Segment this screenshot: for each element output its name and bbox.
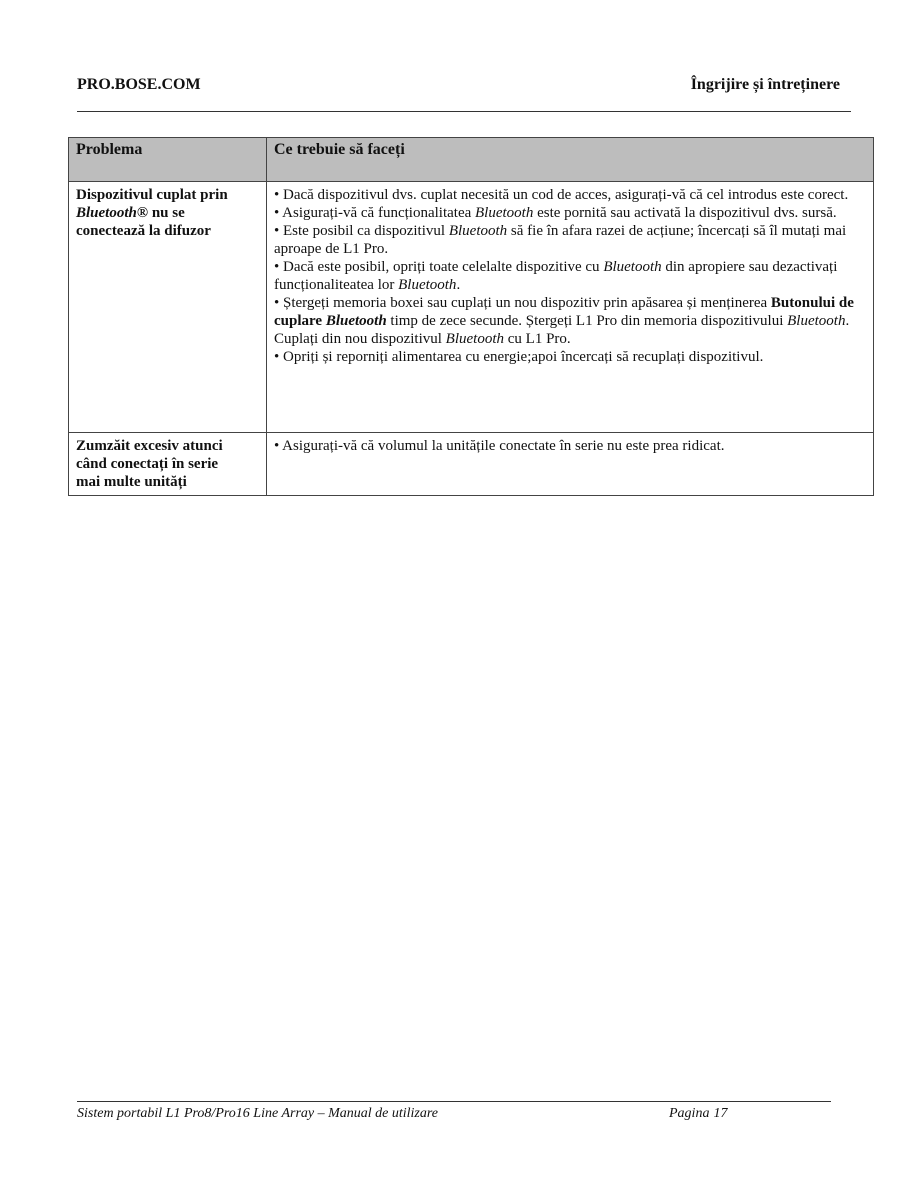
- column-header-solution: Ce trebuie să faceți: [267, 138, 874, 182]
- column-header-problem: Problema: [69, 138, 267, 182]
- solution-item: • Ștergeți memoria boxei sau cuplați un nou dispozitiv prin apăsarea și menținerea Butonului de cuplare Bluetooth timp de zece secunde. Ștergeți L1 Pro din memoria dispozitivului Bluetooth. Cuplați din nou dispozitivul Bluetooth cu L1 Pro.: [274, 295, 854, 347]
- solution-item: • Este posibil ca dispozitivul Bluetooth să fie în afara razei de acțiune; încercați să îl mutați mai aproape de L1 Pro.: [274, 223, 847, 257]
- header-divider: [77, 111, 851, 112]
- solution-item: • Opriți și reporniți alimentarea cu energie;apoi încercați să recuplați dispozitivul.: [274, 349, 764, 365]
- solution-cell: [267, 182, 874, 433]
- solution-item: • Asigurați-vă că volumul la unitățile conectate în serie nu este prea ridicat.: [274, 438, 725, 454]
- page-header: [77, 76, 840, 96]
- page-number: Pagina 17: [669, 1106, 728, 1121]
- solution-item: • Dacă este posibil, opriți toate celelalte dispozitive cu Bluetooth din apropiere sau dezactivați funcționaliteatea lor Bluetooth.: [274, 259, 838, 293]
- troubleshooting-table: [68, 137, 874, 496]
- table-header-row: [69, 138, 874, 182]
- solution-item: • Dacă dispozitivul dvs. cuplat necesită un cod de acces, asigurați-vă că cel introdus este corect.: [274, 187, 849, 203]
- section-title: Îngrijire și întreținere: [690, 76, 840, 93]
- solution-item: • Asigurați-vă că funcționalitatea Bluetooth este pornită sau activată la dispozitivul dvs. sursă.: [274, 205, 837, 221]
- table-row: [69, 182, 874, 433]
- site-name: PRO.BOSE.COM: [77, 76, 201, 93]
- manual-title: Sistem portabil L1 Pro8/Pro16 Line Array – Manual de utilizare: [77, 1106, 439, 1121]
- problem-cell: Dispozitivul cuplat prin Bluetooth® nu se conectează la difuzor: [69, 182, 267, 433]
- solution-cell: [267, 433, 874, 496]
- table-row: [69, 433, 874, 496]
- problem-cell: Zumzăit excesiv atunci când conectați în serie mai multe unități: [69, 433, 267, 496]
- footer-divider: [77, 1101, 831, 1102]
